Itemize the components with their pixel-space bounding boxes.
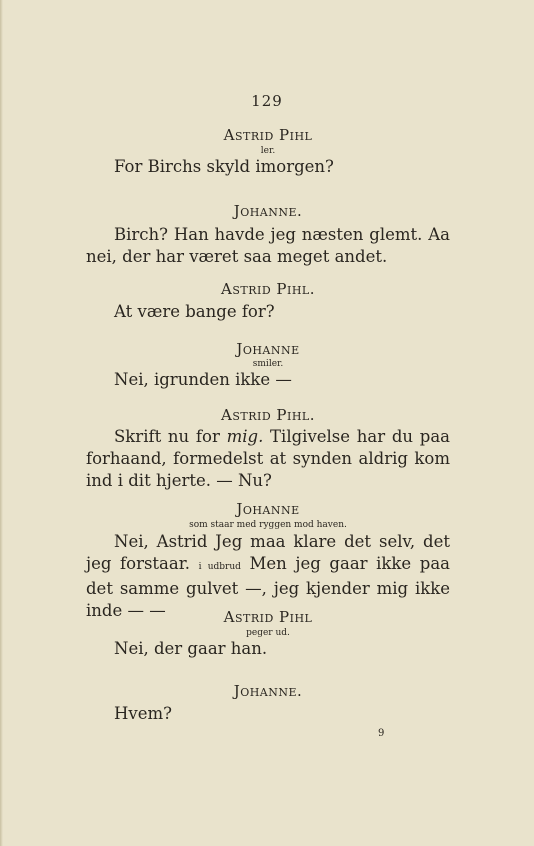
- dialogue-block: [86, 682, 450, 725]
- speaker-name: Johanne: [236, 500, 300, 518]
- speech-part: Nei, Astrid Jeg maa klare det selv, det jeg forstaar.: [86, 532, 450, 573]
- dialogue-block: [86, 608, 450, 660]
- stage-direction: peger ud.: [246, 628, 290, 638]
- speech-text: Nei, der gaar han.: [114, 639, 268, 658]
- speech-text: Nei, igrunden ikke —: [114, 370, 292, 389]
- speaker-name: Astrid Pihl.: [220, 406, 316, 424]
- signature-mark: 9: [378, 728, 385, 739]
- speech-part: Tilgivelse har du paa forhaand, formedelst at synden aldrig kom ind i dit hjerte. — Nu?: [86, 427, 450, 490]
- speech-part: Men jeg gaar ikke paa det samme gulvet —, jeg kjender mig ikke inde — —: [86, 554, 451, 620]
- speaker-name: Johanne.: [233, 682, 303, 700]
- page-number: 129: [251, 92, 283, 110]
- speaker-name: Johanne.: [233, 202, 303, 220]
- dialogue-block: [86, 340, 450, 391]
- speech-text: [86, 426, 450, 492]
- speaker-name: Astrid Pihl: [223, 608, 313, 626]
- speech-text: At være bange for?: [114, 302, 275, 321]
- emphasized-word: mig.: [226, 427, 264, 446]
- dialogue-block: [86, 280, 450, 323]
- speaker-name: Astrid Pihl.: [220, 280, 316, 298]
- inline-stage-direction: i udbrud: [198, 562, 241, 572]
- speech-text: Birch? Han havde jeg næsten glemt. Aa nei, der har været saa meget andet.: [86, 225, 450, 266]
- speech-text: For Birchs skyld imorgen?: [114, 157, 334, 176]
- stage-direction: som staar med ryggen mod haven.: [189, 520, 347, 530]
- dialogue-block: [86, 202, 450, 268]
- stage-direction: smiler.: [252, 359, 284, 369]
- speaker-name: Astrid Pihl: [223, 126, 313, 144]
- speaker-name: Johanne: [236, 340, 300, 358]
- dialogue-block: [86, 126, 450, 178]
- dialogue-block: [86, 406, 450, 492]
- speech-part: Skrift nu for: [114, 427, 227, 446]
- speech-text: Hvem?: [114, 704, 172, 723]
- dialogue-block: [86, 500, 450, 622]
- stage-direction: ler.: [260, 146, 276, 156]
